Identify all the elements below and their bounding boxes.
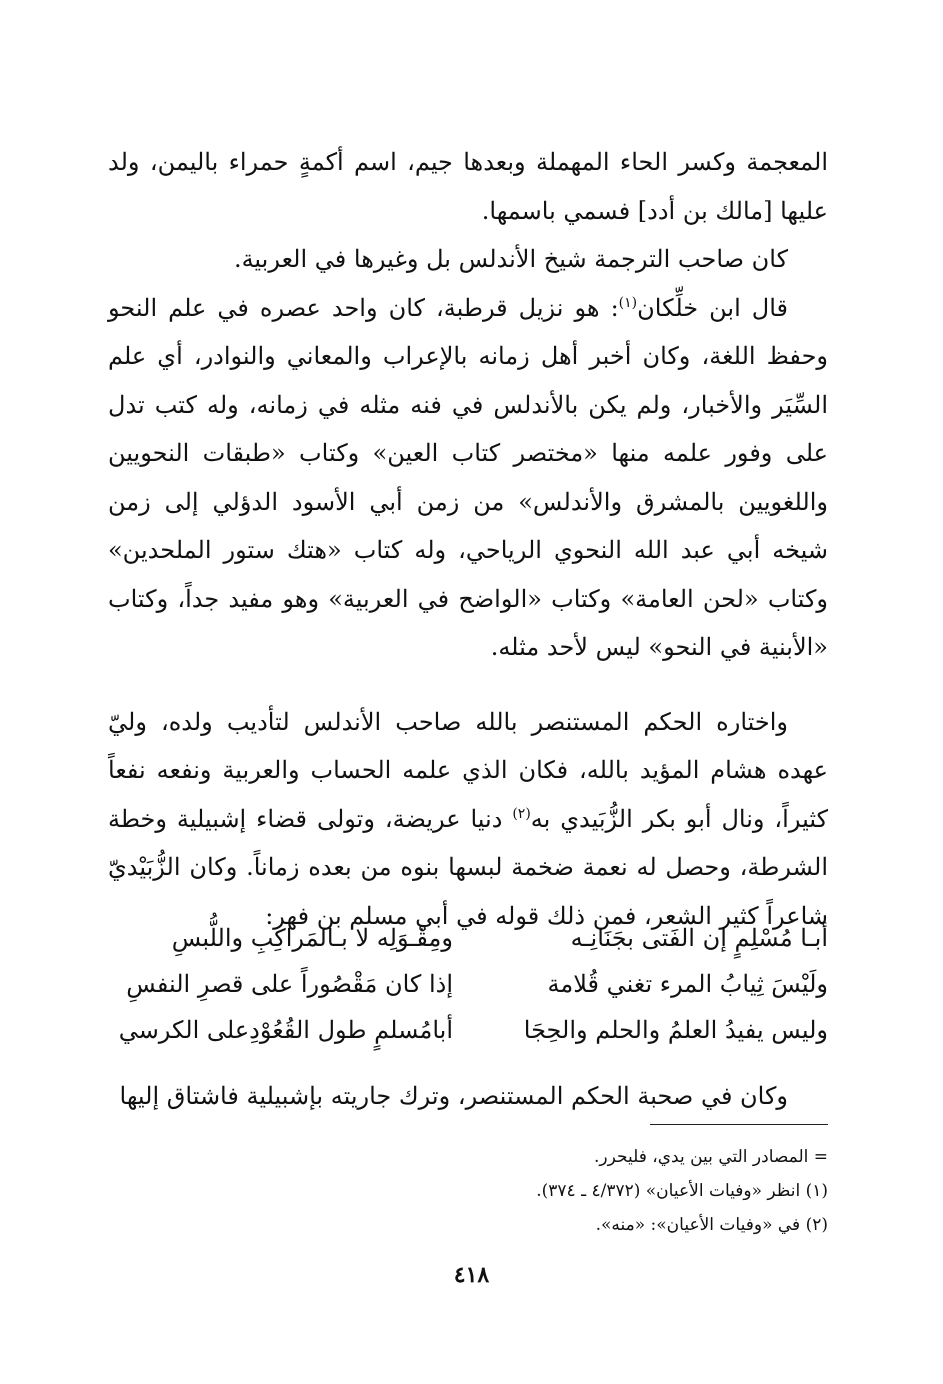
- paragraph-spacer: [108, 672, 828, 698]
- verse-line: [108, 924, 828, 970]
- paragraph-4: [108, 698, 828, 941]
- verse-line: [108, 1016, 828, 1062]
- footnote-ref-2: (٢): [512, 805, 531, 822]
- verse-line: [108, 970, 828, 1016]
- paragraph-4-rest: دنيا عريضة، وتولى قضاء إشبيلية وخطة الشرطة، وحصل له نعمة ضخمة لبسها بنوه من بعده زماناً. وكان الزُّبَيْديّ شاعراً كثير الشعر، فمن ذلك قوله في أبي مسلم بن فهر:: [108, 804, 828, 930]
- paragraph-3-lead: قال ابن خلِّكان: [637, 293, 788, 322]
- paragraph-1: المعجمة وكسر الحاء المهملة وبعدها جيم، اسم أكمةٍ حمراء باليمن، ولد عليها [مالك بن أدد] فسمي باسمها.: [108, 148, 828, 225]
- paragraph-4-lead: واختاره الحكم المستنصر بالله صاحب الأندلس لتأديب ولده، وليّ عهده هشام المؤيد بالله، فكان الذي علمه الحساب والعربية ونفعه نفعاً كثيراً، ونال أبو بكر الزُّبَيدي به: [108, 707, 828, 833]
- paragraph-2: كان صاحب الترجمة شيخ الأندلس بل وغيرها في العربية.: [233, 245, 788, 273]
- footnotes: [108, 1140, 828, 1242]
- footnote-divider: [650, 1124, 828, 1125]
- page-number: ٤١٨: [453, 1262, 490, 1288]
- paragraph-3: [108, 284, 828, 672]
- verse-first-hemistich: ولَيْسَ ثِيابُ المرء تغني قُلامة: [547, 970, 828, 998]
- footnote-2: (٢) في «وفيات الأعيان»: «منه».: [595, 1215, 828, 1235]
- paragraph-5: وكان في صحبة الحكم المستنصر، وترك جاريته بإشبيلية فاشتاق إليها: [119, 1082, 788, 1110]
- poem: [108, 924, 828, 1062]
- footnote-ref-1: (١): [618, 294, 638, 311]
- verse-second-hemistich: أبامُسلمٍ طول القُعُوْدِعلى الكرسي: [118, 1016, 453, 1044]
- paragraph-3-rest: : هو نزيل قرطبة، كان واحد عصره في علم النحو وحفظ اللغة، وكان أخبر أهل زمانه بالإعراب والمعاني والنوادر، أي علم السِّيَر والأخبار، ولم يكن بالأندلس في فنه مثله في زمانه، وله كتب تدل على وفور علمه منها «مختصر كتاب العين» وكتاب «طبقات النحويين واللغويين بالمشرق والأندلس» من زمن أبي الأسود الدؤلي إلى زمن شيخه أبي عبد الله النحوي الرياحي، وله كتاب «هتك ستور الملحدين» وكتاب «لحن العامة» وكتاب «الواضح في العربية» وهو مفيد جداً، وكتاب «الأبنية في النحو» ليس لأحد مثله.: [108, 293, 828, 661]
- verse-second-hemistich: إذا كان مَقْصُوراً على قصرِ النفسِ: [126, 970, 453, 998]
- verse-first-hemistich: وليس يفيدُ العلمُ والحلم والحِجَا: [523, 1016, 828, 1044]
- verse-second-hemistich: ومِقْـوَلِه لا بـالمَراكِبِ واللُّبسِ: [171, 924, 453, 952]
- footnote-1: (١) انظر «وفيات الأعيان» (٤/٣٧٢ ـ ٣٧٤).: [536, 1181, 828, 1201]
- main-text: [108, 138, 828, 940]
- verse-first-hemistich: أبـا مُسْلِمٍ إن الفَتى بجَنَانِـه: [570, 924, 828, 952]
- footnote-continuation: = المصادر التي بين يدي، فليحرر.: [594, 1147, 828, 1167]
